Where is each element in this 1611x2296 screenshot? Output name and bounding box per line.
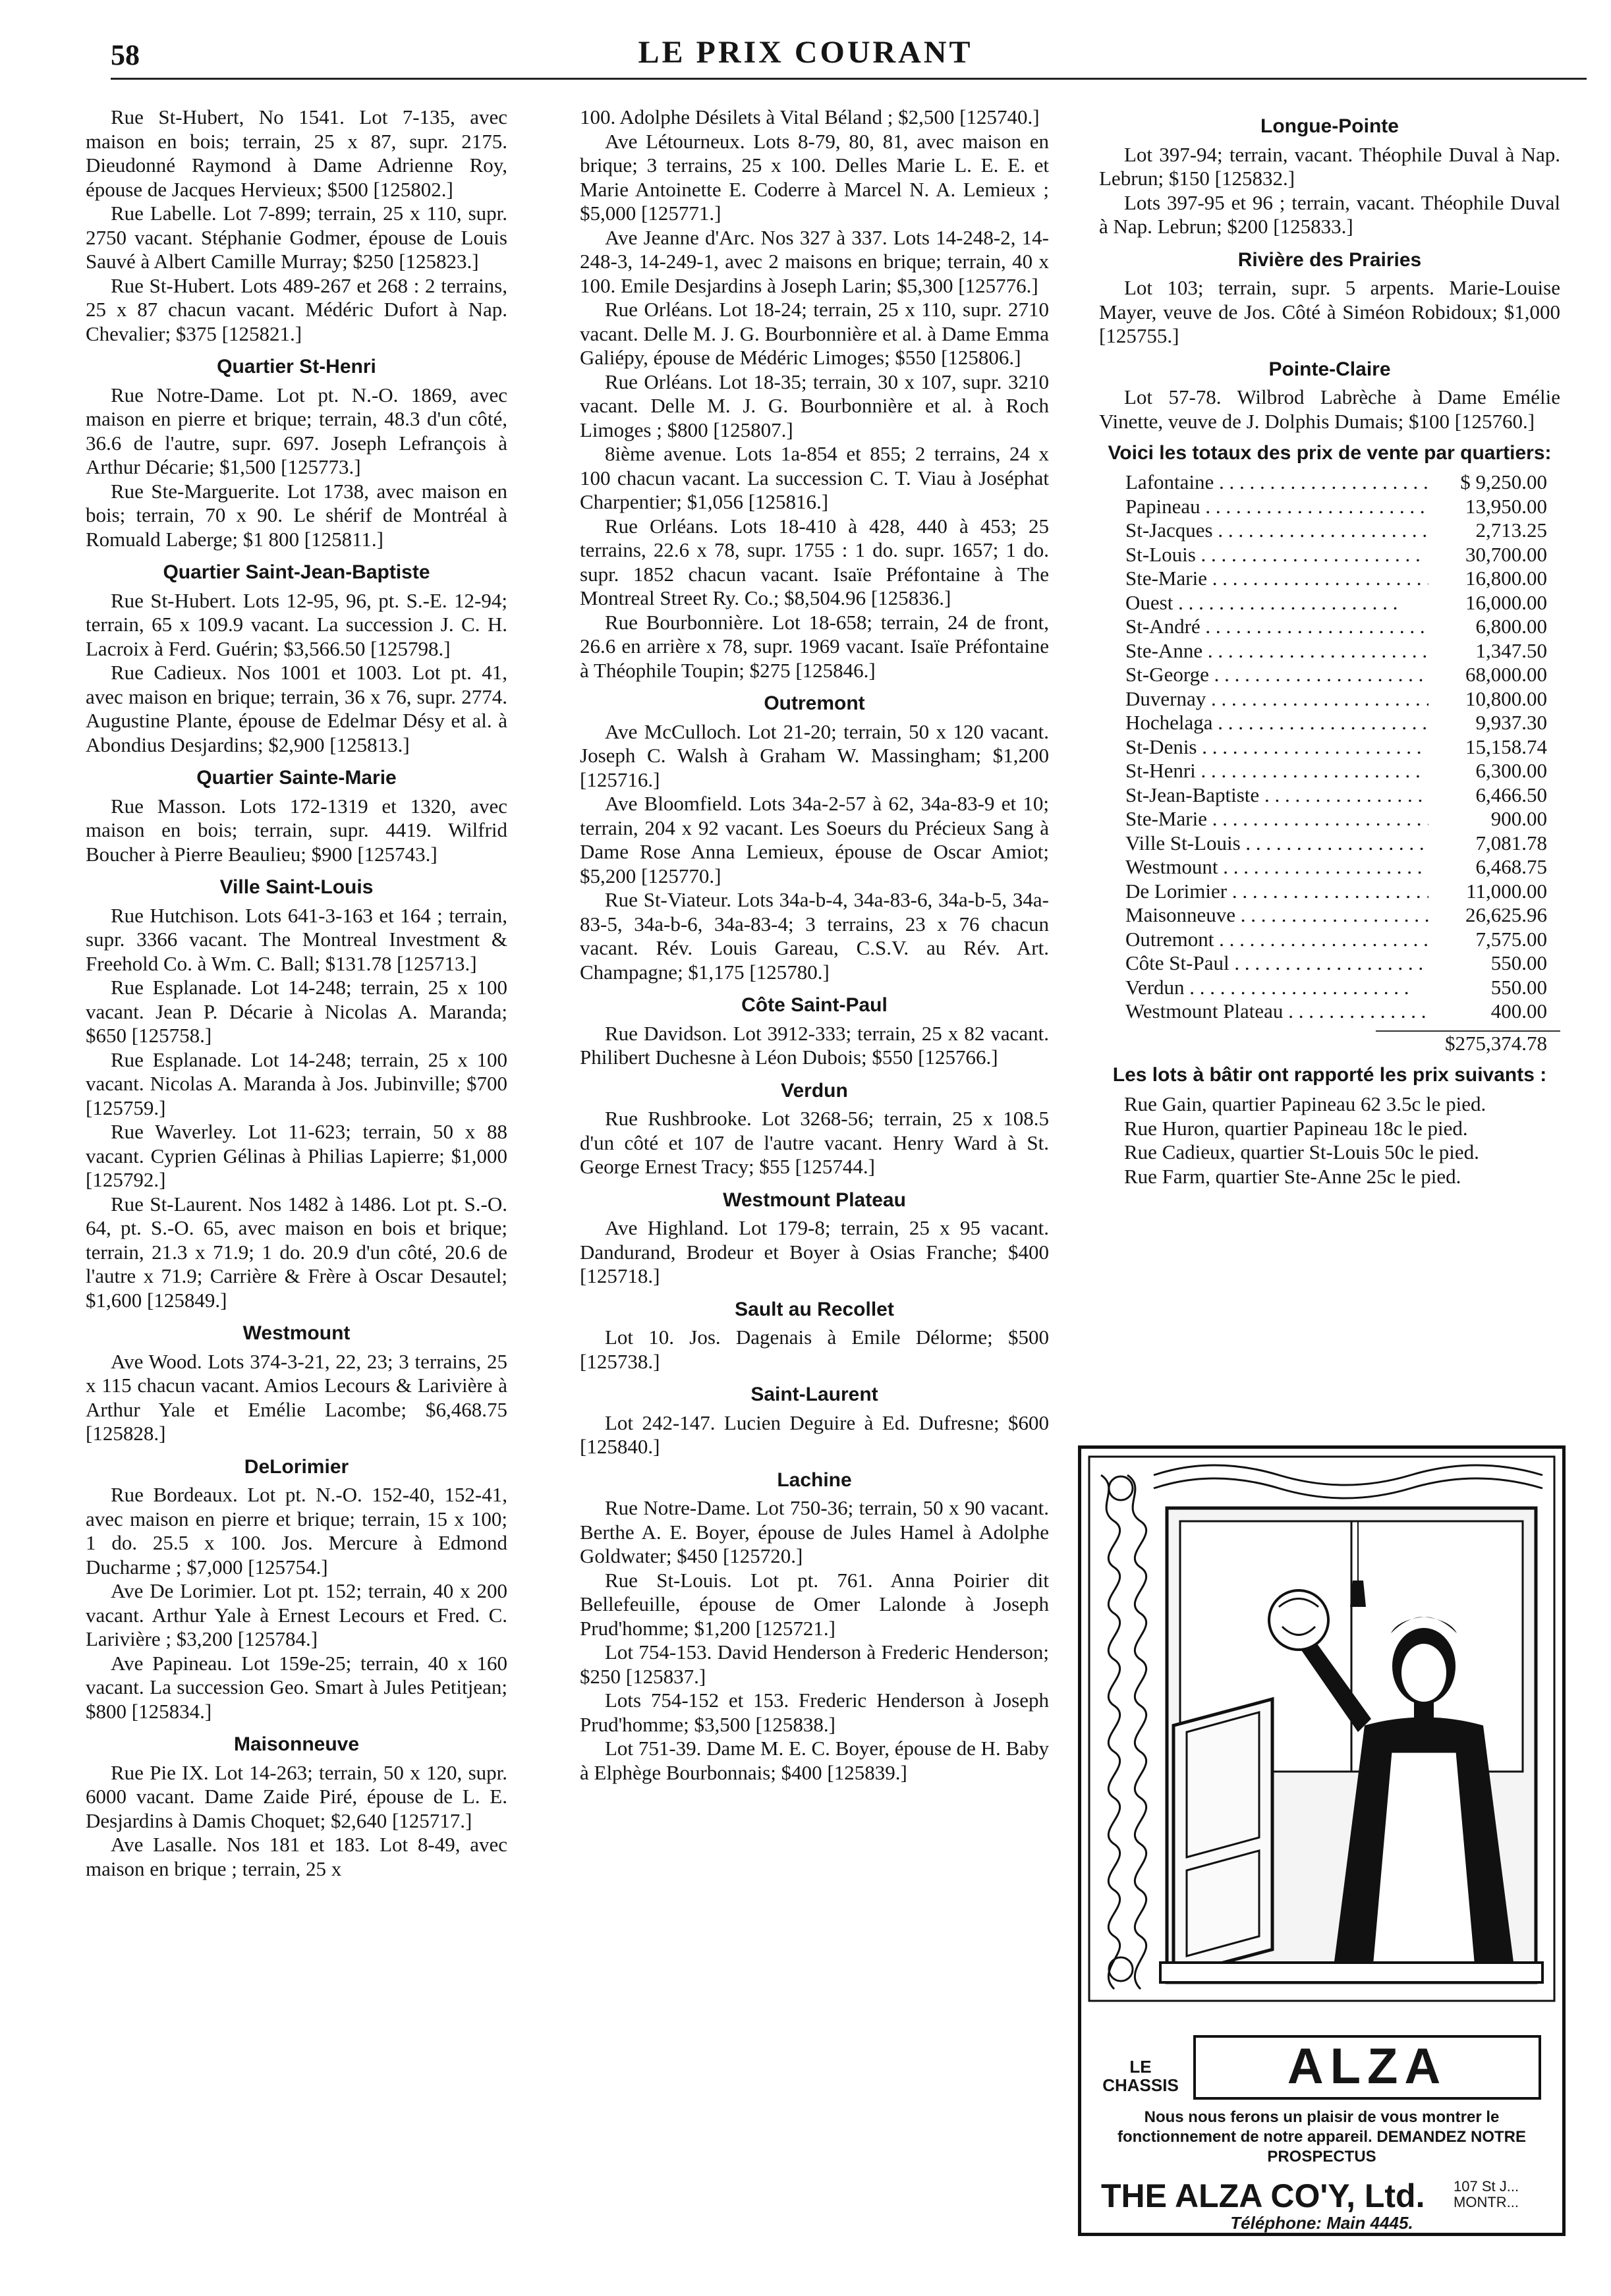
listing-entry: Lot 751-39. Dame M. E. C. Boyer, épouse de H. Baby à Elphège Bourbonnais; $400 [125839.] [580, 1737, 1049, 1784]
totals-row [1125, 831, 1560, 856]
totals-row [1125, 783, 1560, 808]
lots-list [1099, 1092, 1560, 1189]
quartier-total: 2,713.25 [1428, 518, 1547, 543]
section-heading: Maisonneuve [233, 1733, 360, 1755]
listing-entry: Rue St-Louis. Lot pt. 761. Anna Poirier dit Bellefeuille, épouse de Omer Lalonde à Joseph Prud'homme; $1,200 [125721.] [580, 1568, 1049, 1640]
quartier-name: St-Henri . . . [1125, 759, 1428, 783]
section-heading: Lachine [777, 1469, 852, 1491]
listing-entry: Rue Labelle. Lot 7-899; terrain, 25 x 110, supr. 2750 vacant. Stéphanie Godmer, épouse de Louis Sauvé à Albert Camille Murray; $250 [125823.] [86, 202, 507, 273]
section-heading: Quartier St-Henri [217, 356, 376, 378]
quartier-name: Outremont . . . [1125, 928, 1428, 952]
listing-entry: Rue Rushbrooke. Lot 3268-56; terrain, 25 x 108.5 d'un côté et 107 de l'autre vacant. Henry Ward à St. George Ernest Tracy; $55 [125744.] [580, 1107, 1049, 1178]
quartier-total: 15,158.74 [1428, 735, 1547, 760]
totals-row [1125, 567, 1560, 591]
quartier-total: 1,347.50 [1428, 639, 1547, 663]
totals-row [1125, 735, 1560, 760]
quartier-name: St-Louis . . . [1125, 543, 1428, 567]
listing-entry: 8ième avenue. Lots 1a-854 et 855; 2 terrains, 24 x 100 chacun vacant. La succession C. T. Viau à Joséphat Charpentier; $1,056 [125816.] [580, 442, 1049, 513]
listing-entry: Ave Jeanne d'Arc. Nos 327 à 337. Lots 14-248-2, 14-248-3, 14-249-1, avec 2 maisons en brique; terrain, 40 x 100. Emile Desjardins à Joseph Larin; $5,300 [125776.] [580, 225, 1049, 297]
company-address: 107 St J... MONTR... [1454, 2178, 1519, 2210]
listing-entry: Ave Highland. Lot 179-8; terrain, 25 x 95 vacant. Dandurand, Brodeur et Boyer à Osias Franche; $400 [125718.] [580, 1216, 1049, 1287]
quartier-name: St-Jean-Baptiste . . . [1125, 783, 1428, 808]
quartier-name: Ste-Marie . . . [1125, 807, 1428, 831]
totals-row [1125, 976, 1560, 1000]
listing-entry: Rue St-Laurent. Nos 1482 à 1486. Lot pt. S.-O. 64, pt. S.-O. 65, avec maison en bois et brique; terrain, 21.3 x 71.9; 1 do. 20.9 d'un côté, 20.6 de l'autre x 71.9; Carrière & Frère à Oscar Desautel; $1,600 [125849.] [86, 1192, 507, 1312]
listing-entry: Rue St-Hubert. Lots 12-95, 96, pt. S.-E. 12-94; terrain, 65 x 109.9 vacant. La succession J. C. H. Lacroix à Ferd. Guérin; $3,566.50 [125798.] [86, 588, 507, 660]
quartier-name: Ste-Anne . . . [1125, 639, 1428, 663]
quartier-total: 6,466.50 [1428, 783, 1547, 808]
quartier-total: $ 9,250.00 [1428, 470, 1547, 495]
listing-entry: Rue Davidson. Lot 3912-333; terrain, 25 x 82 vacant. Philibert Duchesne à Léon Dubois; $550 [125766.] [580, 1021, 1049, 1069]
listing-entry: Lot 103; terrain, supr. 5 arpents. Marie-Louise Mayer, veuve de Jos. Côté à Siméon Robidoux; $1,000 [125755.] [1099, 276, 1560, 347]
listing-entry: Rue Pie IX. Lot 14-263; terrain, 50 x 120, supr. 6000 vacant. Dame Zaide Piré, épouse de L. E. Desjardins à Damis Choquet; $2,640 [125717.] [86, 1760, 507, 1832]
listing-entry: Rue Orléans. Lots 18-410 à 428, 440 à 453; 25 terrains, 22.6 x 78, supr. 1755 : 1 do. supr. 1657; 1 do. supr. 1852 chacun vacant. Isaïe Préfontaine à The Montreal Street Ry. Co.; $8,504.96 [125836.] [580, 514, 1049, 609]
section-heading: Rivière des Prairies [1237, 248, 1422, 271]
quartier-name: Papineau . . . [1125, 495, 1428, 519]
listing-entry: Rue Esplanade. Lot 14-248; terrain, 25 x 100 vacant. Nicolas A. Maranda à Jos. Jubinville; $700 [125759.] [86, 1048, 507, 1119]
listing-entry: Ave Lasalle. Nos 181 et 183. Lot 8-49, avec maison en brique ; terrain, 25 x [86, 1833, 507, 1880]
totals-table [1125, 470, 1560, 1024]
quartier-name: Ville St-Louis . . . [1125, 831, 1428, 856]
listing-entry: Ave De Lorimier. Lot pt. 152; terrain, 40 x 200 vacant. Arthur Yale à Ernest Lecours et Fred. C. Larivière ; $3,200 [125784.] [86, 1579, 507, 1650]
section-heading: DeLorimier [244, 1455, 349, 1478]
section-heading: Côte Saint-Paul [741, 994, 888, 1016]
totals-row [1125, 903, 1560, 928]
section-heading: Westmount Plateau [723, 1189, 906, 1211]
quartier-total: 550.00 [1428, 976, 1547, 1000]
quartier-total: 400.00 [1428, 999, 1547, 1024]
quartier-total: 10,800.00 [1428, 687, 1547, 712]
quartier-total: 900.00 [1428, 807, 1547, 831]
totals-row [1125, 518, 1560, 543]
quartier-name: De Lorimier . . . [1125, 880, 1428, 904]
listing-entry: Rue St-Viateur. Lots 34a-b-4, 34a-83-6, 34a-b-5, 34a-83-5, 34a-b-6, 34a-83-4; 3 terrains, 23 x 76 chacun vacant. Rév. Louis Gareau, C.S.V. au Rév. Art. Champagne; $1,175 [125780.] [580, 888, 1049, 984]
listing-entry: Lot 57-78. Wilbrod Labrèche à Dame Emélie Vinette, veuve de J. Dolphis Dumais; $100 [125760.] [1099, 385, 1560, 433]
lot-price-entry: Rue Huron, quartier Papineau 18c le pied. [1124, 1116, 1468, 1140]
totals-row [1125, 470, 1560, 495]
lot-price-entry: Rue Farm, quartier Ste-Anne 25c le pied. [1124, 1164, 1461, 1188]
lot-price-entry: Rue Gain, quartier Papineau 62 3.5c le pied. [1124, 1092, 1486, 1115]
quartier-total: 68,000.00 [1428, 663, 1547, 687]
quartier-name: Westmount . . . [1125, 855, 1428, 880]
quartier-name: St-Jacques . . . [1125, 518, 1428, 543]
quartier-total: 9,937.30 [1428, 711, 1547, 735]
quartier-name: Duvernay . . . [1125, 687, 1428, 712]
section-heading: Verdun [781, 1079, 848, 1102]
quartier-name: Côte St-Paul . . . [1125, 951, 1428, 976]
totals-row [1125, 591, 1560, 615]
quartier-total: 7,081.78 [1428, 831, 1547, 856]
quartier-name: Hochelaga . . . [1125, 711, 1428, 735]
chassis-label: LE CHASSIS [1102, 2057, 1179, 2095]
alza-brand: ALZA [1193, 2035, 1541, 2100]
ad-text: Nous nous ferons un plaisir de vous montrer le fonctionnement de notre appareil. DEMANDEZ NOTRE PROSPECTUS [1117, 2108, 1527, 2166]
quartier-total: 6,800.00 [1428, 615, 1547, 639]
listing-entry: Rue St-Hubert. Lots 489-267 et 268 : 2 terrains, 25 x 87 chacun vacant. Médéric Dufort à Nap. Chevalier; $375 [125821.] [86, 273, 507, 345]
quartier-name: Westmount Plateau . . . [1125, 999, 1428, 1024]
quartier-name: Maisonneuve . . . [1125, 903, 1428, 928]
lot-price-entry: Rue Cadieux, quartier St-Louis 50c le pied. [1124, 1140, 1479, 1163]
listing-entry: Rue Masson. Lots 172-1319 et 1320, avec maison en bois; terrain, supr. 4419. Wilfrid Boucher à Pierre Beaulieu; $900 [125743.] [86, 794, 507, 866]
page-number: 58 [111, 39, 140, 71]
lots-heading: Les lots à bâtir ont rapporté les prix suivants : [1112, 1064, 1547, 1086]
column-2 [580, 105, 1049, 1785]
quartier-name: Ste-Marie . . . [1125, 567, 1428, 591]
quartier-total: 6,300.00 [1428, 759, 1547, 783]
listing-entry: Rue St-Hubert, No 1541. Lot 7-135, avec maison en bois; terrain, 25 x 87, supr. 2175. Dieudonné Raymond à Dame Adrienne Roy, épouse de Jacques Hervieux; $500 [125802.] [86, 105, 507, 201]
quartier-total: 13,950.00 [1428, 495, 1547, 519]
section-heading: Pointe-Claire [1268, 358, 1391, 380]
quartier-name: Ouest . . . [1125, 591, 1428, 615]
listing-entry: Ave Létourneux. Lots 8-79, 80, 81, avec maison en brique; 3 terrains, 25 x 100. Delles Marie L. E. E. et Marie Antoinette E. Coderre à Marcel N. A. Lemieux ; $5,000 [125771.] [580, 129, 1049, 225]
listing-entry: Rue Notre-Dame. Lot 750-36; terrain, 50 x 90 vacant. Berthe A. E. Boyer, épouse de Jules Hamel à Adolphe Goldwater; $450 [125720.] [580, 1496, 1049, 1567]
listing-entry: Lot 242-147. Lucien Deguire à Ed. Dufresne; $600 [125840.] [580, 1411, 1049, 1458]
listing-entry: Rue Orléans. Lot 18-35; terrain, 30 x 107, supr. 3210 vacant. Delle M. J. G. Bourbonnière et al. à Roch Limoges ; $800 [125807.] [580, 370, 1049, 441]
totals-row [1125, 855, 1560, 880]
brand-row [1081, 2029, 1562, 2101]
section-heading: Saint-Laurent [750, 1384, 878, 1405]
listing-entry: Ave McCulloch. Lot 21-20; terrain, 50 x 120 vacant. Joseph C. Walsh à Graham W. Massingham; $1,200 [125716.] [580, 719, 1049, 791]
listing-entry: Rue Cadieux. Nos 1001 et 1003. Lot pt. 41, avec maison en brique; terrain, 36 x 76, supr. 2774. Augustine Plante, épouse de Edelmar Désy et al. à Abondius Desjardins; $2,900 [125813.] [86, 661, 507, 756]
totals-heading: Voici les totaux des prix de vente par quartiers: [1108, 442, 1552, 464]
listing-entry: Lots 754-152 et 153. Frederic Henderson à Joseph Prud'homme; $3,500 [125838.] [580, 1689, 1049, 1736]
section-heading: Outremont [764, 692, 865, 714]
section-heading: Quartier Sainte-Marie [196, 767, 397, 789]
totals-row [1125, 615, 1560, 639]
quartier-name: St-George . . . [1125, 663, 1428, 687]
listing-entry: Rue Waverley. Lot 11-623; terrain, 50 x 88 vacant. Cyprien Gélinas à Philias Lapierre; $1,000 [125792.] [86, 1120, 507, 1191]
quartier-total: 26,625.96 [1428, 903, 1547, 928]
company-name: THE ALZA CO'Y, Ltd. [1101, 2177, 1425, 2214]
totals-row [1125, 928, 1560, 952]
listing-entry: Lot 754-153. David Henderson à Frederic Henderson; $250 [125837.] [580, 1640, 1049, 1688]
quartier-name: Verdun . . . [1125, 976, 1428, 1000]
section-heading: Sault au Recollet [735, 1298, 894, 1320]
totals-row [1125, 639, 1560, 663]
listing-entry: Rue Hutchison. Lots 641-3-163 et 164 ; terrain, supr. 3366 vacant. The Montreal Investment & Freehold Co. à Wm. C. Ball; $131.78 [125713.] [86, 903, 507, 975]
quartier-total: 550.00 [1428, 951, 1547, 976]
listing-entry: Rue Orléans. Lot 18-24; terrain, 25 x 110, supr. 2710 vacant. Delle M. J. G. Bourbonnière et al. à Dame Emma Galiépy, épouse de Médéric Limoges; $550 [125806.] [580, 298, 1049, 369]
listing-entry: Ave Wood. Lots 374-3-21, 22, 23; 3 terrains, 25 x 115 chacun vacant. Amios Lecours & Larivière à Arthur Yale et Emélie Lacombe; $6,468.75 [125828.] [86, 1349, 507, 1445]
column-3-listings [1099, 115, 1560, 434]
listing-entry: Lot 397-94; terrain, vacant. Théophile Duval à Nap. Lebrun; $150 [125832.] [1099, 142, 1560, 190]
column-1 [86, 105, 507, 1881]
quartier-total: 16,800.00 [1428, 567, 1547, 591]
section-heading: Westmount [242, 1322, 351, 1344]
totals-row [1125, 543, 1560, 567]
totals-row [1125, 999, 1560, 1024]
quartier-name: St-Denis . . . [1125, 735, 1428, 760]
listing-entry: Rue Ste-Marguerite. Lot 1738, avec maison en bois; terrain, 70 x 90. Le shérif de Montréal à Romuald Laberge; $1 800 [125811.] [86, 479, 507, 551]
section-heading: Quartier Saint-Jean-Baptiste [163, 561, 430, 583]
quartier-total: 6,468.75 [1428, 855, 1547, 880]
totals-row [1125, 807, 1560, 831]
quartier-total: 7,575.00 [1428, 928, 1547, 952]
listing-entry: 100. Adolphe Désilets à Vital Béland ; $2,500 [125740.] [580, 105, 1040, 128]
listing-entry: Rue Bordeaux. Lot pt. N.-O. 152-40, 152-41, avec maison en pierre et brique; terrain, 15 x 100; 1 do. 25.5 x 100. Jos. Mercure à Edmond Ducharme ; $7,000 [125754.] [86, 1483, 507, 1579]
quartier-name: St-André . . . [1125, 615, 1428, 639]
column-3 [1099, 105, 1560, 1189]
totals-row [1125, 687, 1560, 712]
running-head-title: LE PRIX COURANT [638, 35, 973, 70]
listing-entry: Rue Bourbonnière. Lot 18-658; terrain, 24 de front, 26.6 en arrière x 78, supr. 1969 vacant. Isaïe Préfontaine à Théophile Toupin; $275 [125846.] [580, 610, 1049, 682]
header-rule [111, 78, 1587, 80]
company-phone: Téléphone: Main 4445. [1230, 2213, 1413, 2233]
listing-entry: Rue Esplanade. Lot 14-248; terrain, 25 x 100 vacant. Jean P. Décarie à Nicolas A. Maranda; $650 [125758.] [86, 976, 507, 1047]
window-illustration [1081, 1449, 1562, 2009]
quartier-total: 11,000.00 [1428, 880, 1547, 904]
totals-row [1125, 495, 1560, 519]
totals-row [1125, 759, 1560, 783]
listing-entry: Ave Papineau. Lot 159e-25; terrain, 40 x 160 vacant. La succession Geo. Smart à Jules Petitjean; $800 [125834.] [86, 1651, 507, 1723]
totals-row [1125, 880, 1560, 904]
quartier-name: Lafontaine . . . [1125, 470, 1428, 495]
listing-entry: Rue Notre-Dame. Lot pt. N.-O. 1869, avec maison en pierre et brique; terrain, 48.3 d'un côté, 36.6 de l'autre, supr. 697. Joseph Lefrançois à Arthur Décarie; $1,500 [125773.] [86, 383, 507, 478]
alza-advertisement [1078, 1445, 1566, 2236]
listing-entry: Lot 10. Jos. Dagenais à Emile Délorme; $500 [125738.] [580, 1326, 1049, 1373]
quartier-total: 30,700.00 [1428, 543, 1547, 567]
quartier-total: 16,000.00 [1428, 591, 1547, 615]
listing-entry: Ave Bloomfield. Lots 34a-2-57 à 62, 34a-83-9 et 10; terrain, 204 x 92 vacant. Les Soeurs du Précieux Sang à Dame Rose Anna Lemieux, épouse de Oscar Amiot; $5,200 [125770.] [580, 792, 1049, 887]
grand-total: $275,374.78 [1376, 1030, 1560, 1056]
section-heading: Longue-Pointe [1260, 115, 1399, 137]
totals-row [1125, 711, 1560, 735]
totals-row [1125, 951, 1560, 976]
section-heading: Ville Saint-Louis [219, 876, 374, 898]
listing-entry: Lots 397-95 et 96 ; terrain, vacant. Théophile Duval à Nap. Lebrun; $200 [125833.] [1099, 190, 1560, 238]
totals-row [1125, 663, 1560, 687]
